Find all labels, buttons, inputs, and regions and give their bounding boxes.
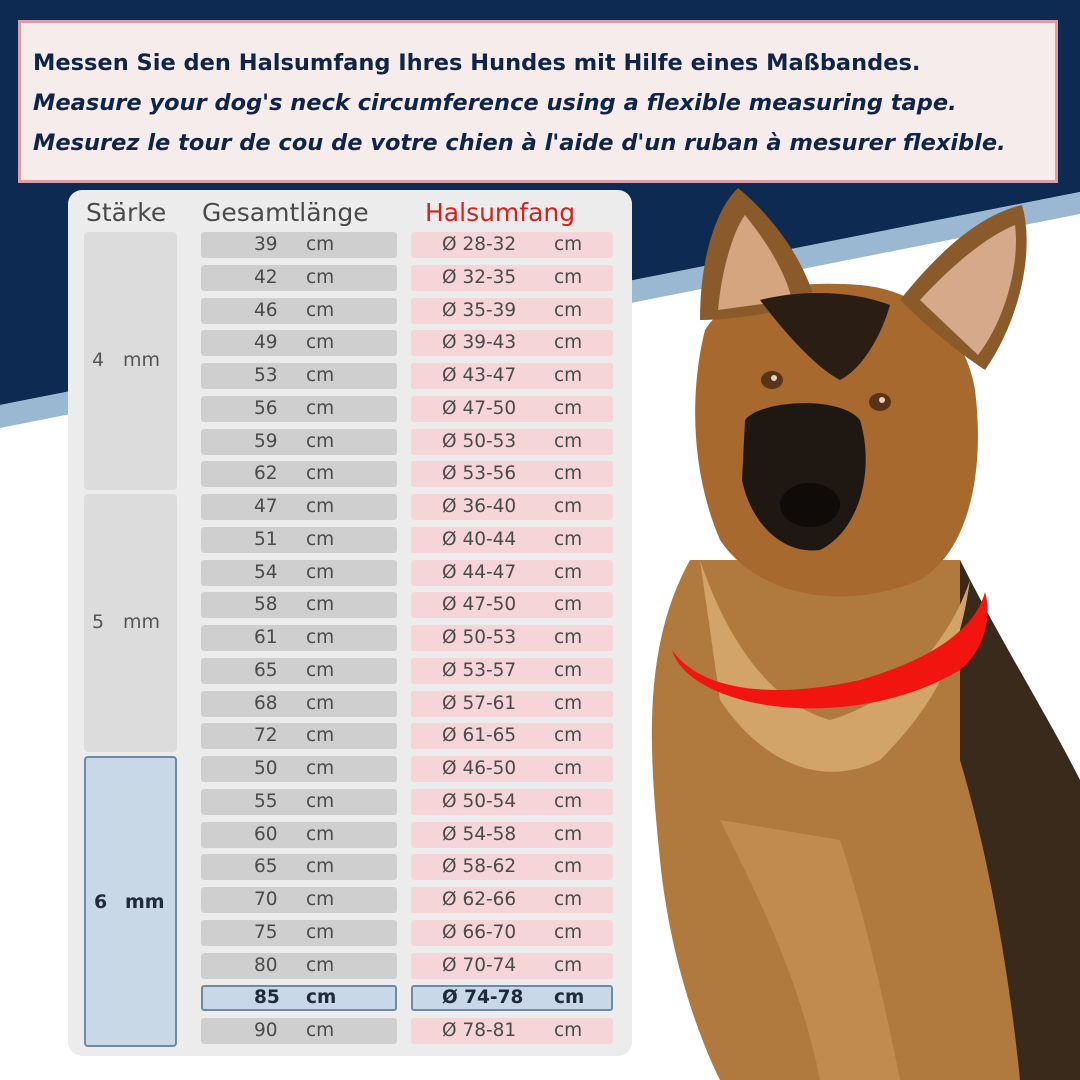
unit-label: cm xyxy=(554,365,583,386)
neck-circumference-cell xyxy=(411,723,613,749)
unit-label: cm xyxy=(306,659,335,681)
unit-label: cm xyxy=(306,299,335,321)
neck-range-value: Ø 40-44 xyxy=(442,528,517,550)
unit-label: cm xyxy=(554,266,583,288)
unit-label: cm xyxy=(306,365,335,386)
total-length-cell xyxy=(201,363,397,389)
total-length-cell xyxy=(201,429,397,455)
unit-label: cm xyxy=(554,790,583,812)
total-length-cell xyxy=(201,822,397,848)
unit-label: cm xyxy=(306,954,335,976)
total-length-cell xyxy=(201,854,397,880)
total-length-cell xyxy=(201,232,397,258)
neck-circumference-cell xyxy=(411,560,613,586)
unit-label: cm xyxy=(554,234,583,255)
unit-label: cm xyxy=(554,692,583,714)
neck-range-value: Ø 44-47 xyxy=(442,561,517,583)
unit-label: cm xyxy=(554,627,583,648)
total-length-cell xyxy=(201,1018,397,1044)
unit-label: cm xyxy=(554,397,583,419)
total-length-cell xyxy=(201,592,397,618)
neck-circumference-cell xyxy=(411,953,613,979)
total-length-cell xyxy=(201,625,397,651)
unit-label: cm xyxy=(306,397,335,419)
neck-range-value: Ø 47-50 xyxy=(442,397,517,419)
unit-label: cm xyxy=(306,856,335,878)
thickness-unit: mm xyxy=(125,891,165,914)
total-length-cell xyxy=(201,396,397,422)
neck-range-value: Ø 53-57 xyxy=(442,659,517,681)
unit-label: cm xyxy=(554,725,583,747)
unit-label: cm xyxy=(554,659,583,681)
unit-label: cm xyxy=(306,234,335,255)
neck-circumference-cell xyxy=(411,625,613,651)
length-value: 60 xyxy=(254,823,278,845)
neck-circumference-cell xyxy=(411,265,613,291)
neck-range-value: Ø 46-50 xyxy=(442,758,517,779)
length-value: 53 xyxy=(254,365,278,386)
neck-circumference-cell xyxy=(411,1018,613,1044)
unit-label: cm xyxy=(306,332,335,354)
thickness-value: 6 xyxy=(94,891,108,914)
neck-range-value: Ø 47-50 xyxy=(442,594,517,616)
neck-circumference-cell xyxy=(411,429,613,455)
column-header-total-length: Gesamtlänge xyxy=(202,198,369,227)
unit-label: cm xyxy=(554,299,583,321)
neck-circumference-cell xyxy=(411,592,613,618)
neck-circumference-cell xyxy=(411,658,613,684)
total-length-cell xyxy=(201,298,397,324)
unit-label: cm xyxy=(554,889,583,910)
neck-range-value: Ø 39-43 xyxy=(442,332,517,354)
neck-range-value: Ø 57-61 xyxy=(442,692,517,714)
thickness-unit: mm xyxy=(123,349,161,371)
neck-circumference-cell xyxy=(411,887,613,913)
length-value: 72 xyxy=(254,725,278,747)
unit-label: cm xyxy=(306,594,335,616)
unit-label: cm xyxy=(554,430,583,452)
length-value: 51 xyxy=(254,528,278,550)
neck-range-value: Ø 32-35 xyxy=(442,266,517,288)
unit-label: cm xyxy=(554,332,583,354)
total-length-cell xyxy=(201,920,397,946)
neck-range-value: Ø 54-58 xyxy=(442,823,517,845)
total-length-cell xyxy=(201,691,397,717)
unit-label: cm xyxy=(554,954,583,976)
length-value: 56 xyxy=(254,397,278,419)
length-value: 54 xyxy=(254,561,278,583)
total-length-cell xyxy=(201,527,397,553)
unit-label: cm xyxy=(306,430,335,452)
unit-label: cm xyxy=(306,921,335,943)
unit-label: cm xyxy=(306,987,337,1009)
neck-range-value: Ø 74-78 xyxy=(442,987,524,1009)
neck-range-value: Ø 50-53 xyxy=(442,627,517,648)
neck-circumference-cell xyxy=(411,461,613,487)
unit-label: cm xyxy=(554,463,583,485)
thickness-value: 5 xyxy=(92,611,105,633)
unit-label: cm xyxy=(306,266,335,288)
neck-circumference-cell xyxy=(411,854,613,880)
neck-circumference-cell xyxy=(411,985,613,1011)
length-value: 90 xyxy=(254,1020,278,1041)
instruction-banner xyxy=(18,20,1058,183)
neck-circumference-cell xyxy=(411,494,613,520)
neck-range-value: Ø 50-54 xyxy=(442,790,517,812)
total-length-cell xyxy=(201,461,397,487)
unit-label: cm xyxy=(306,790,335,812)
total-length-cell xyxy=(201,658,397,684)
instruction-french: Mesurez le tour de cou de votre chien à l'aide d'un ruban à mesurer flexible. xyxy=(33,130,1006,156)
total-length-cell xyxy=(201,887,397,913)
unit-label: cm xyxy=(306,561,335,583)
unit-label: cm xyxy=(554,856,583,878)
unit-label: cm xyxy=(554,921,583,943)
unit-label: cm xyxy=(306,758,335,779)
neck-range-value: Ø 78-81 xyxy=(442,1020,517,1041)
unit-label: cm xyxy=(306,823,335,845)
unit-label: cm xyxy=(554,528,583,550)
length-value: 61 xyxy=(254,627,278,648)
length-value: 70 xyxy=(254,889,278,910)
length-value: 85 xyxy=(254,987,280,1009)
unit-label: cm xyxy=(554,758,583,779)
neck-circumference-cell xyxy=(411,363,613,389)
length-value: 59 xyxy=(254,430,278,452)
length-value: 50 xyxy=(254,758,278,779)
neck-range-value: Ø 62-66 xyxy=(442,889,517,910)
total-length-cell xyxy=(201,494,397,520)
column-header-neck-circumference: Halsumfang xyxy=(425,198,576,227)
neck-circumference-cell xyxy=(411,691,613,717)
neck-range-value: Ø 50-53 xyxy=(442,430,517,452)
unit-label: cm xyxy=(306,1020,335,1041)
neck-circumference-cell xyxy=(411,396,613,422)
neck-circumference-cell xyxy=(411,756,613,782)
length-value: 46 xyxy=(254,299,278,321)
neck-circumference-cell xyxy=(411,232,613,258)
unit-label: cm xyxy=(554,594,583,616)
total-length-cell xyxy=(201,265,397,291)
neck-range-value: Ø 36-40 xyxy=(442,496,517,517)
length-value: 49 xyxy=(254,332,278,354)
unit-label: cm xyxy=(306,692,335,714)
total-length-cell xyxy=(201,723,397,749)
neck-circumference-cell xyxy=(411,527,613,553)
length-value: 65 xyxy=(254,659,278,681)
total-length-cell xyxy=(201,985,397,1011)
total-length-cell xyxy=(201,789,397,815)
length-value: 39 xyxy=(254,234,278,255)
neck-circumference-cell xyxy=(411,920,613,946)
unit-label: cm xyxy=(554,1020,583,1041)
neck-range-value: Ø 35-39 xyxy=(442,299,517,321)
total-length-cell xyxy=(201,560,397,586)
neck-range-value: Ø 66-70 xyxy=(442,921,517,943)
unit-label: cm xyxy=(306,496,335,517)
unit-label: cm xyxy=(554,823,583,845)
neck-circumference-cell xyxy=(411,822,613,848)
unit-label: cm xyxy=(554,561,583,583)
neck-range-value: Ø 70-74 xyxy=(442,954,517,976)
column-header-thickness: Stärke xyxy=(86,198,167,227)
length-value: 65 xyxy=(254,856,278,878)
neck-circumference-cell xyxy=(411,789,613,815)
neck-range-value: Ø 53-56 xyxy=(442,463,517,485)
neck-range-value: Ø 43-47 xyxy=(442,365,517,386)
length-value: 58 xyxy=(254,594,278,616)
unit-label: cm xyxy=(306,889,335,910)
total-length-cell xyxy=(201,756,397,782)
unit-label: cm xyxy=(306,725,335,747)
thickness-group-6mm xyxy=(84,756,177,1047)
length-value: 55 xyxy=(254,790,278,812)
neck-circumference-cell xyxy=(411,330,613,356)
neck-range-value: Ø 28-32 xyxy=(442,234,517,255)
length-value: 75 xyxy=(254,921,278,943)
neck-circumference-cell xyxy=(411,298,613,324)
unit-label: cm xyxy=(306,463,335,485)
thickness-value: 4 xyxy=(92,349,105,371)
neck-range-value: Ø 61-65 xyxy=(442,725,517,747)
length-value: 47 xyxy=(254,496,278,517)
unit-label: cm xyxy=(554,987,585,1009)
length-value: 80 xyxy=(254,954,278,976)
instruction-english: Measure your dog's neck circumference using a flexible measuring tape. xyxy=(33,90,957,116)
unit-label: cm xyxy=(306,528,335,550)
neck-range-value: Ø 58-62 xyxy=(442,856,517,878)
thickness-group-4mm xyxy=(84,232,177,490)
unit-label: cm xyxy=(554,496,583,517)
length-value: 62 xyxy=(254,463,278,485)
total-length-cell xyxy=(201,953,397,979)
thickness-unit: mm xyxy=(123,611,161,633)
total-length-cell xyxy=(201,330,397,356)
length-value: 68 xyxy=(254,692,278,714)
instruction-german: Messen Sie den Halsumfang Ihres Hundes mit Hilfe eines Maßbandes. xyxy=(33,50,921,76)
thickness-group-5mm xyxy=(84,494,177,752)
unit-label: cm xyxy=(306,627,335,648)
length-value: 42 xyxy=(254,266,278,288)
